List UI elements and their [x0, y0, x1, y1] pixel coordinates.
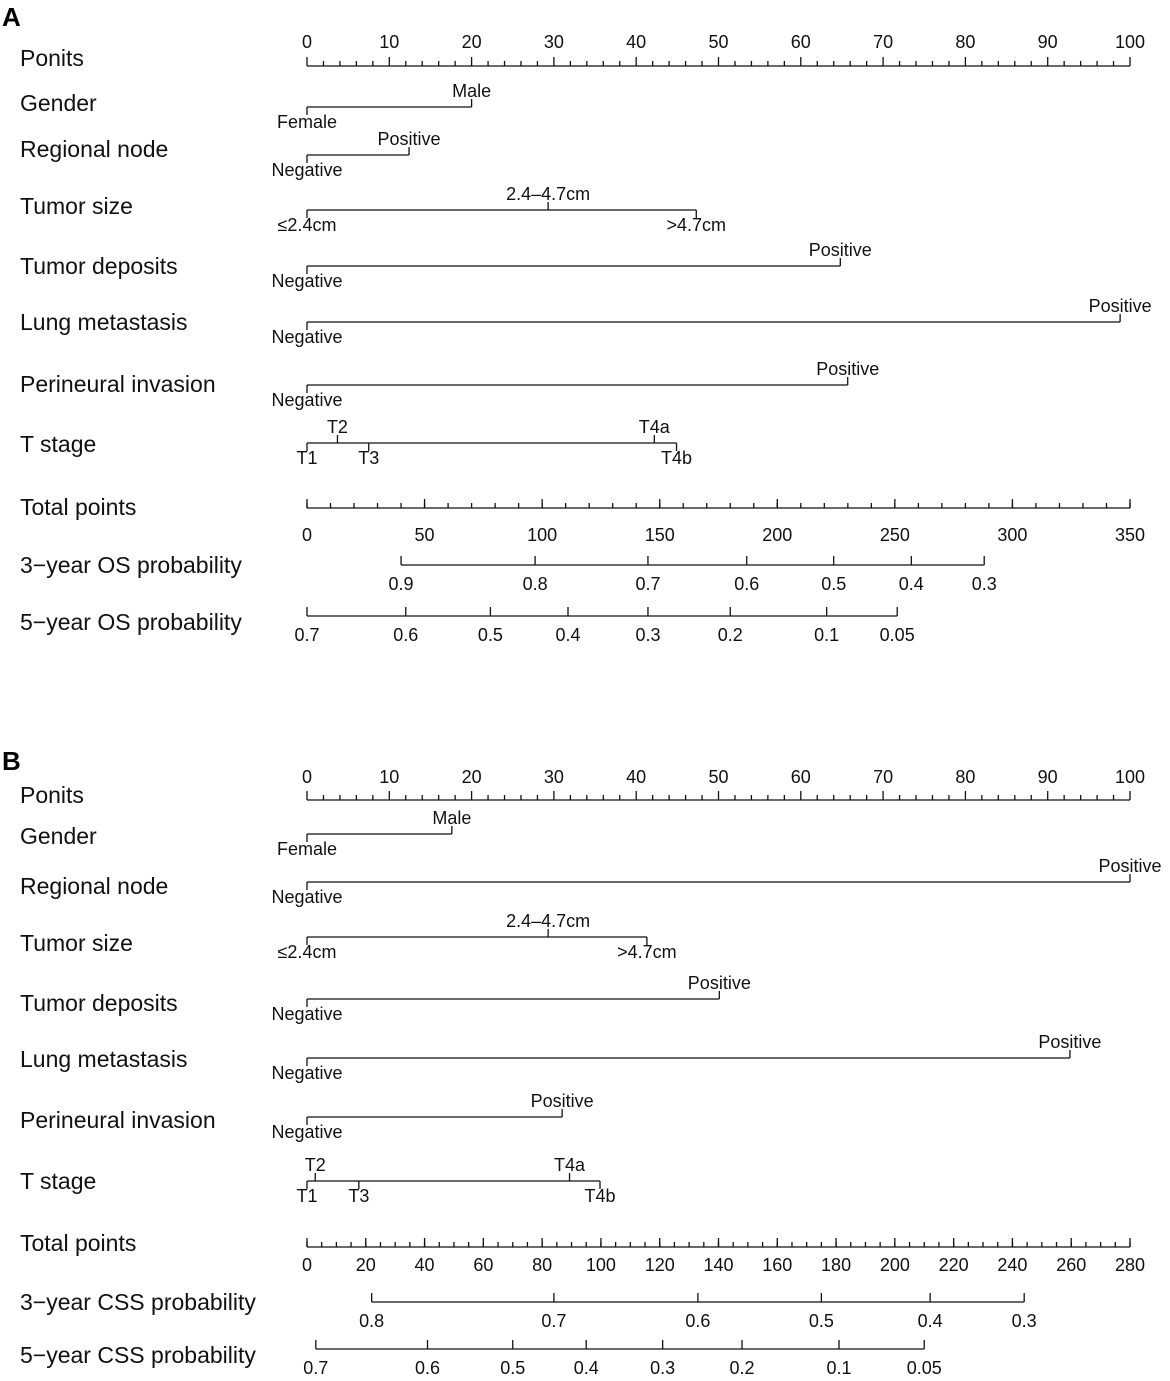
- level-label: T1: [296, 448, 318, 468]
- probability-tick-label: 0.4: [917, 1311, 943, 1331]
- probability-tick-label: 0.4: [898, 574, 924, 594]
- probability-tick-label: 0.6: [393, 625, 419, 645]
- total-points-tick-label: 260: [1056, 1255, 1087, 1275]
- variable-label-tumor-size: Tumor size: [20, 193, 133, 219]
- total-points-tick-label: 100: [527, 525, 558, 545]
- level-label: Positive: [808, 240, 872, 260]
- variable-label-lung-metastasis: Lung metastasis: [20, 1046, 188, 1072]
- variable-label-regional-node: Regional node: [20, 873, 169, 899]
- level-label: T4a: [638, 417, 670, 437]
- total-points-tick-label: 180: [821, 1255, 852, 1275]
- probability-tick-label: 0.7: [303, 1358, 329, 1378]
- points-tick-label: 70: [873, 767, 894, 787]
- probability-tick-label: 0.5: [500, 1358, 526, 1378]
- probability-label-1: 5−year OS probability: [20, 609, 242, 635]
- level-label: Negative: [271, 1122, 343, 1142]
- probability-tick-label: 0.5: [821, 574, 847, 594]
- total-points-tick-label: 40: [414, 1255, 435, 1275]
- total-points-tick-label: 150: [644, 525, 675, 545]
- level-label: T4a: [554, 1155, 586, 1175]
- total-points-tick-label: 80: [532, 1255, 553, 1275]
- total-points-tick-label: 50: [414, 525, 435, 545]
- probability-tick-label: 0.8: [522, 574, 548, 594]
- variable-label-tumor-size: Tumor size: [20, 930, 133, 956]
- variable-label-tumor-deposits: Tumor deposits: [20, 990, 178, 1016]
- variable-label-perineural-invasion: Perineural invasion: [20, 371, 216, 397]
- total-points-tick-label: 280: [1114, 1255, 1146, 1275]
- level-label: >4.7cm: [617, 942, 677, 962]
- probability-tick-label: 0.1: [826, 1358, 852, 1378]
- points-tick-label: 60: [790, 767, 811, 787]
- points-tick-label: 0: [301, 767, 313, 787]
- probability-tick-label: 0.2: [729, 1358, 755, 1378]
- points-tick-label: 10: [379, 32, 400, 52]
- level-label: Positive: [1098, 856, 1162, 876]
- level-label: Negative: [271, 327, 343, 347]
- probability-tick-label: 0.5: [477, 625, 503, 645]
- level-label: T4b: [584, 1186, 616, 1206]
- total-points-tick-label: 200: [762, 525, 793, 545]
- level-label: Positive: [816, 359, 880, 379]
- level-label: Negative: [271, 390, 343, 410]
- variable-label-gender: Gender: [20, 823, 97, 849]
- variable-label-perineural-invasion: Perineural invasion: [20, 1107, 216, 1133]
- variable-label-regional-node: Regional node: [20, 136, 169, 162]
- level-label: Positive: [1088, 296, 1152, 316]
- level-label: 2.4–4.7cm: [506, 911, 591, 931]
- probability-tick-label: 0.3: [635, 625, 661, 645]
- probability-tick-label: 0.2: [717, 625, 743, 645]
- probability-tick-label: 0.3: [650, 1358, 676, 1378]
- total-points-tick-label: 200: [879, 1255, 910, 1275]
- total-points-tick-label: 100: [585, 1255, 616, 1275]
- probability-tick-label: 0.05: [879, 625, 915, 645]
- level-label: Positive: [1038, 1032, 1102, 1052]
- total-points-tick-label: 0: [301, 1255, 313, 1275]
- total-points-tick-label: 240: [997, 1255, 1028, 1275]
- points-tick-label: 30: [543, 767, 564, 787]
- level-label: ≤2.4cm: [277, 942, 337, 962]
- points-tick-label: 50: [708, 32, 729, 52]
- probability-tick-label: 0.3: [971, 574, 997, 594]
- points-tick-label: 60: [790, 32, 811, 52]
- level-label: Male: [452, 81, 492, 101]
- total-points-tick-label: 220: [938, 1255, 969, 1275]
- points-tick-label: 20: [461, 767, 482, 787]
- total-points-tick-label: 160: [762, 1255, 793, 1275]
- points-axis-label: Ponits: [20, 782, 84, 808]
- total-points-tick-label: 140: [703, 1255, 734, 1275]
- probability-tick-label: 0.7: [294, 625, 320, 645]
- level-label: T2: [304, 1155, 326, 1175]
- total-points-label: Total points: [20, 1230, 137, 1256]
- variable-label-t-stage: T stage: [20, 1168, 97, 1194]
- level-label: Negative: [271, 160, 343, 180]
- points-tick-label: 80: [955, 767, 976, 787]
- level-label: Negative: [271, 887, 343, 907]
- level-label: >4.7cm: [666, 215, 727, 235]
- total-points-tick-label: 60: [473, 1255, 494, 1275]
- panel-letter-A: A: [2, 2, 21, 32]
- level-label: T2: [326, 417, 348, 437]
- points-tick-label: 10: [379, 767, 400, 787]
- level-label: Negative: [271, 271, 343, 291]
- probability-label-0: 3−year OS probability: [20, 552, 242, 578]
- points-tick-label: 100: [1114, 32, 1146, 52]
- probability-tick-label: 0.6: [685, 1311, 711, 1331]
- total-points-tick-label: 300: [997, 525, 1028, 545]
- probability-tick-label: 0.6: [414, 1358, 441, 1378]
- level-label: T3: [358, 448, 380, 468]
- level-label: T3: [348, 1186, 370, 1206]
- level-label: Positive: [687, 973, 751, 993]
- probability-tick-label: 0.05: [906, 1358, 942, 1378]
- probability-tick-label: 0.4: [555, 625, 581, 645]
- points-tick-label: 70: [873, 32, 894, 52]
- points-tick-label: 20: [461, 32, 482, 52]
- points-tick-label: 90: [1037, 32, 1058, 52]
- points-tick-label: 50: [708, 767, 729, 787]
- level-label: T4b: [661, 448, 693, 468]
- probability-label-1: 5−year CSS probability: [20, 1342, 256, 1368]
- points-tick-label: 0: [301, 32, 313, 52]
- total-points-tick-label: 20: [355, 1255, 376, 1275]
- total-points-tick-label: 120: [644, 1255, 675, 1275]
- points-tick-label: 80: [955, 32, 976, 52]
- probability-tick-label: 0.3: [1011, 1311, 1037, 1331]
- probability-tick-label: 0.5: [808, 1311, 834, 1331]
- points-tick-label: 30: [543, 32, 564, 52]
- probability-tick-label: 0.6: [734, 574, 760, 594]
- level-label: Female: [276, 112, 338, 132]
- level-label: Positive: [530, 1091, 594, 1111]
- level-label: T1: [296, 1186, 318, 1206]
- points-tick-label: 40: [626, 32, 647, 52]
- level-label: Female: [276, 839, 338, 859]
- level-label: Negative: [271, 1004, 343, 1024]
- probability-label-0: 3−year CSS probability: [20, 1289, 256, 1315]
- variable-label-lung-metastasis: Lung metastasis: [20, 309, 188, 335]
- points-tick-label: 40: [626, 767, 647, 787]
- probability-tick-label: 0.7: [541, 1311, 567, 1331]
- points-axis-label: Ponits: [20, 45, 84, 71]
- level-label: Negative: [271, 1063, 343, 1083]
- level-label: Positive: [377, 129, 441, 149]
- total-points-tick-label: 250: [879, 525, 910, 545]
- panel-letter-B: B: [2, 746, 21, 776]
- total-points-tick-label: 0: [301, 525, 313, 545]
- variable-label-tumor-deposits: Tumor deposits: [20, 253, 178, 279]
- level-label: ≤2.4cm: [277, 215, 337, 235]
- probability-tick-label: 0.7: [635, 574, 661, 594]
- variable-label-gender: Gender: [20, 90, 97, 116]
- level-label: 2.4–4.7cm: [506, 184, 591, 204]
- points-tick-label: 90: [1037, 767, 1058, 787]
- probability-tick-label: 0.9: [388, 574, 414, 594]
- points-tick-label: 100: [1114, 767, 1146, 787]
- probability-tick-label: 0.1: [814, 625, 840, 645]
- variable-label-t-stage: T stage: [20, 431, 97, 457]
- probability-tick-label: 0.8: [359, 1311, 385, 1331]
- probability-tick-label: 0.4: [573, 1358, 599, 1378]
- level-label: Male: [432, 808, 472, 828]
- total-points-tick-label: 350: [1114, 525, 1146, 545]
- total-points-label: Total points: [20, 494, 137, 520]
